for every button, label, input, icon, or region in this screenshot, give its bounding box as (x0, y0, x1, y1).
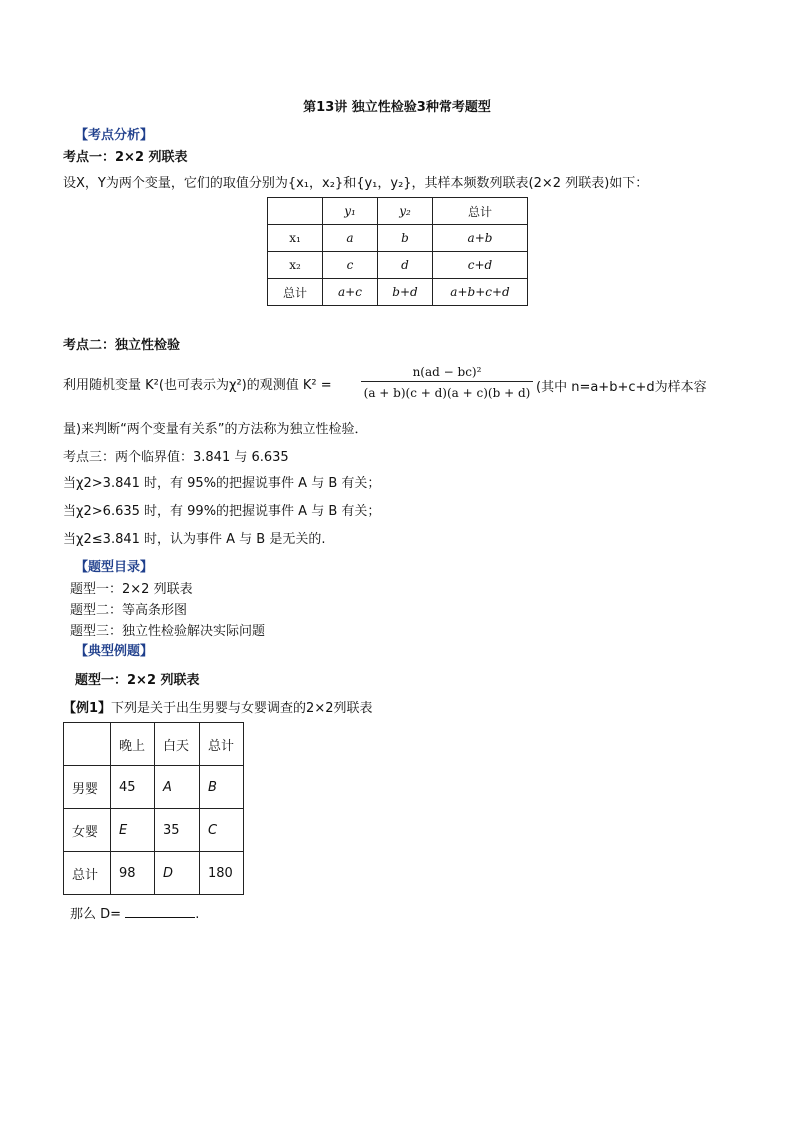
answer-blank[interactable] (125, 905, 195, 918)
table-cell: E (111, 809, 155, 852)
table-cell: a+c (323, 279, 378, 306)
table-cell: b (378, 225, 433, 252)
contingency-table-general (267, 197, 528, 306)
table-row (268, 279, 528, 306)
table-cell: x₁ (268, 225, 323, 252)
formula-denominator: (a + b)(c + d)(a + c)(b + d) (363, 386, 531, 400)
table-cell: C (200, 809, 244, 852)
table-cell: a (323, 225, 378, 252)
point1-heading: 考点一：2×2 列联表 (63, 150, 188, 165)
rule-95: 当χ2>3.841 时，有 95%的把握说事件 A 与 B 有关； (63, 476, 381, 491)
formula-numerator: n(ad − bc)² (361, 365, 533, 382)
example-label: 【例1】 (63, 701, 112, 716)
answer-line (70, 903, 199, 922)
table-cell: y₂ (378, 198, 433, 225)
table-cell: 白天 (155, 723, 200, 766)
example-text: 下列是关于出生男婴与女婴调查的2×2列联表 (111, 701, 373, 716)
table-row (64, 852, 244, 895)
table-cell (64, 723, 111, 766)
page-title: 第13讲 独立性检验3种常考题型 (303, 100, 491, 115)
point2-text-a: 利用随机变量 K²(也可表示为χ²)的观测值 K² = (63, 378, 332, 393)
table-cell: a+b (433, 225, 528, 252)
table-cell: 98 (111, 852, 155, 895)
table-row (268, 225, 528, 252)
table-cell: 男婴 (64, 766, 111, 809)
table-row (268, 252, 528, 279)
table-cell: 总计 (64, 852, 111, 895)
answer-suffix: . (195, 907, 200, 922)
table-cell: y₁ (323, 198, 378, 225)
table-row (64, 809, 244, 852)
rule-99: 当χ2>6.635 时，有 99%的把握说事件 A 与 B 有关； (63, 504, 381, 519)
chi-square-formula (361, 365, 533, 400)
catalog-item-3: 题型三：独立性检验解决实际问题 (70, 624, 266, 639)
table-cell: B (200, 766, 244, 809)
table-cell: 晚上 (111, 723, 155, 766)
point3-heading: 考点三：两个临界值：3.841 与 6.635 (63, 450, 289, 465)
table-cell: 女婴 (64, 809, 111, 852)
table-row (64, 723, 244, 766)
table-cell: d (378, 252, 433, 279)
table-cell: 180 (200, 852, 244, 895)
table-cell: a+b+c+d (433, 279, 528, 306)
examples-heading: 【典型例题】 (75, 644, 154, 659)
type1-heading: 题型一：2×2 列联表 (75, 673, 200, 688)
section-analysis-heading: 【考点分析】 (75, 128, 154, 143)
table-cell: 总计 (268, 279, 323, 306)
table-cell: 45 (111, 766, 155, 809)
table-row (64, 766, 244, 809)
point2-text-b: (其中 n=a+b+c+d为样本容 (536, 380, 707, 395)
table-cell (268, 198, 323, 225)
table-cell: c (323, 252, 378, 279)
table-cell: 总计 (433, 198, 528, 225)
table-cell: x₂ (268, 252, 323, 279)
catalog-item-1: 题型一：2×2 列联表 (70, 582, 193, 597)
table-cell: 总计 (200, 723, 244, 766)
point2-text-c: 量)来判断“两个变量有关系”的方法称为独立性检验． (63, 422, 368, 437)
rule-unrelated: 当χ2≤3.841 时，认为事件 A 与 B 是无关的. (63, 532, 326, 547)
table-cell: c+d (433, 252, 528, 279)
birth-contingency-table (63, 722, 244, 895)
catalog-item-2: 题型二：等高条形图 (70, 603, 188, 618)
table-row (268, 198, 528, 225)
table-cell: 35 (155, 809, 200, 852)
point2-heading: 考点二：独立性检验 (63, 338, 181, 353)
table-cell: D (155, 852, 200, 895)
table-cell: A (155, 766, 200, 809)
table-cell: b+d (378, 279, 433, 306)
point1-text: 设X，Y为两个变量，它们的取值分别为{x₁，x₂}和{y₁，y₂}，其样本频数列联表(2×2 列联表)如下： (63, 176, 649, 191)
answer-prefix: 那么 D= (70, 907, 122, 922)
catalog-heading: 【题型目录】 (75, 560, 154, 575)
